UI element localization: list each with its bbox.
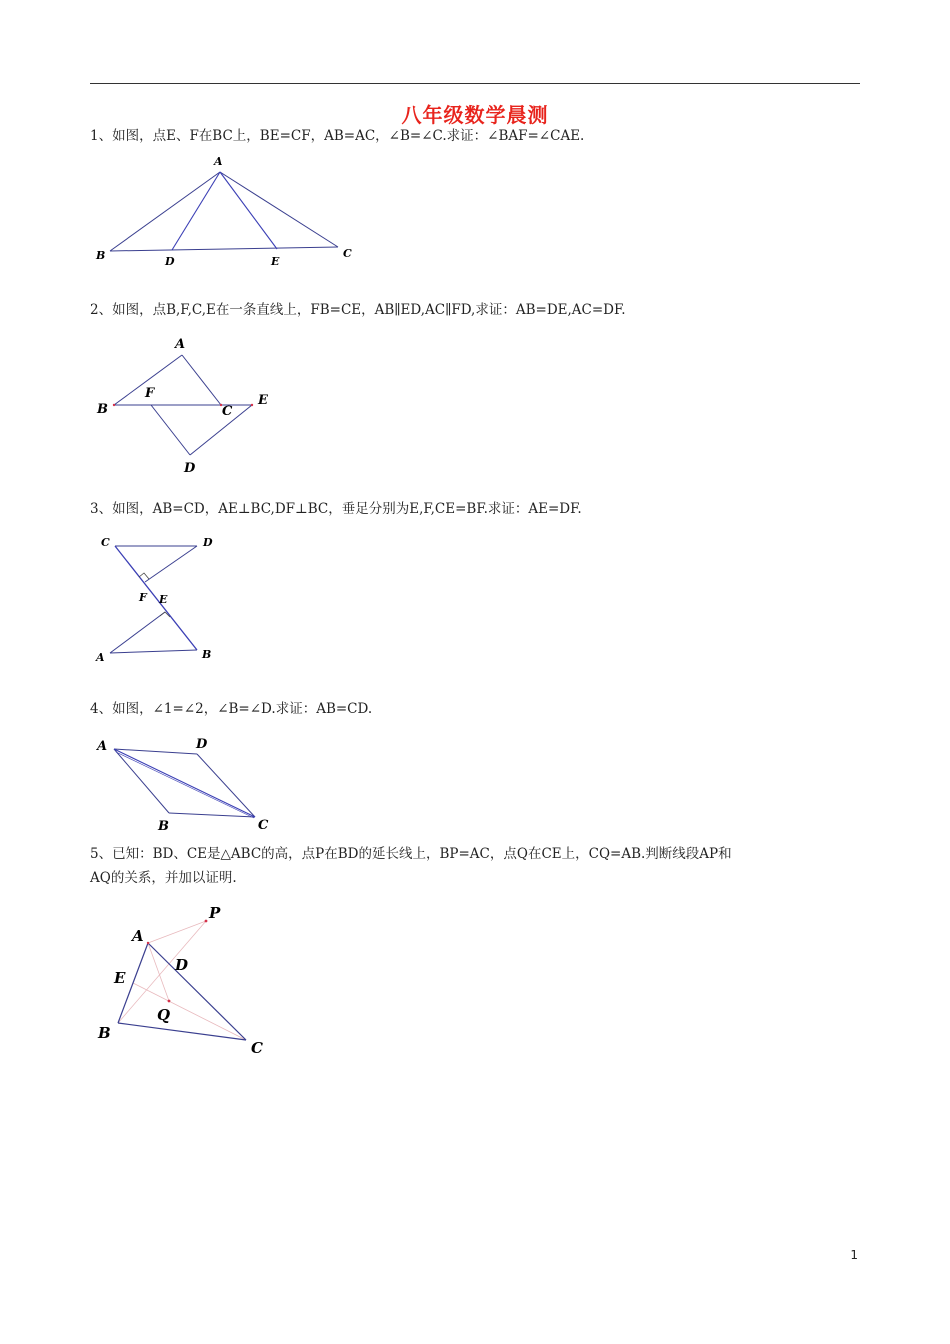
fig2-label-e: E <box>258 393 268 408</box>
question-1-text: 1、如图，点E、F在BC上，BE=CF，AB=AC，∠B=∠C.求证：∠BAF=∠CAE. <box>90 128 585 144</box>
question-2-text: 2、如图，点B,F,C,E在一条直线上，FB=CE，AB∥ED,AC∥FD,求证：AB=DE,AC=DF. <box>90 302 626 318</box>
fig4-label-d: D <box>196 737 208 752</box>
fig2-label-b: B <box>97 402 108 417</box>
fig5-label-b: B <box>98 1024 111 1042</box>
fig2-label-d: D <box>184 461 196 476</box>
fig5-label-a: A <box>132 927 144 945</box>
fig1-label-a: A <box>214 155 223 168</box>
fig3-label-d: D <box>203 536 213 549</box>
fig1-label-c: C <box>343 247 352 260</box>
page-title: 八年级数学晨测 <box>401 103 549 127</box>
fig1-label-d: D <box>165 255 175 268</box>
question-5-line-1: 5、已知：BD、CE是△ABC的高，点P在BD的延长线上，BP=AC，点Q在CE上，CQ=AB.判断线段AP和 <box>90 846 732 862</box>
fig3-label-f: F <box>139 591 147 604</box>
fig5-label-q: Q <box>157 1006 171 1024</box>
fig3-label-c: C <box>101 536 110 549</box>
fig1-label-e: E <box>271 255 280 268</box>
fig5-label-e: E <box>114 969 126 987</box>
fig3-label-b: B <box>202 648 212 661</box>
fig4-label-c: C <box>258 818 269 833</box>
fig2-label-a: A <box>175 337 186 352</box>
fig2-label-c: C <box>222 404 233 419</box>
fig3-label-e: E <box>159 593 168 606</box>
page-number: 1 <box>850 1248 858 1262</box>
fig5-label-d: D <box>175 956 189 974</box>
question-3-text: 3、如图，AB=CD，AE⊥BC,DF⊥BC，垂足分别为E,F,CE=BF.求证：AE=DF. <box>90 501 582 517</box>
fig3-label-a: A <box>96 651 105 664</box>
fig5-label-p: P <box>209 904 221 922</box>
fig2-label-f: F <box>145 386 155 401</box>
question-5-line-2: AQ的关系，并加以证明. <box>90 870 237 886</box>
fig5-label-c: C <box>251 1039 263 1057</box>
question-4-text: 4、如图，∠1=∠2，∠B=∠D.求证：AB=CD. <box>90 701 373 717</box>
fig4-label-b: B <box>158 819 169 834</box>
fig4-label-a: A <box>97 739 108 754</box>
fig1-label-b: B <box>96 249 106 262</box>
